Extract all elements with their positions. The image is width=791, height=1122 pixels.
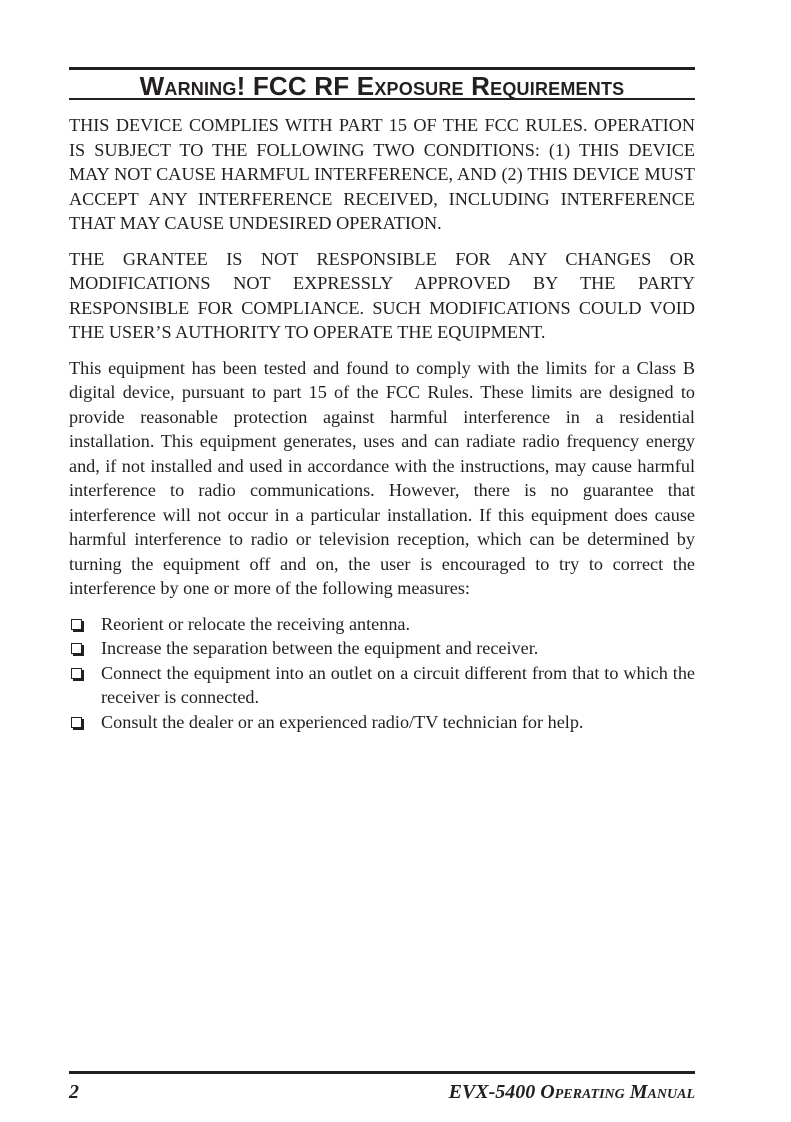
measure-text: Increase the separation between the equipment and receiver. [101,638,539,658]
list-item [69,710,695,735]
checkbox-bullet-icon [71,668,82,679]
manual-title: EVX-5400 Operating Manual [448,1081,695,1103]
page-footer [69,1071,695,1104]
measure-text: Reorient or relocate the receiving antenna. [101,613,411,634]
checkbox-bullet-icon [71,643,82,654]
list-item [69,661,695,710]
checkbox-bullet-icon [71,619,82,630]
page-title: Warning! FCC RF Exposure Requirements [139,71,625,101]
grantee-responsibility-paragraph: THE GRANTEE IS NOT RESPONSIBLE FOR ANY CHANGES OR MODIFICATIONS NOT EXPRESSLY APPROVED BY THE PARTY RESPONSIBLE FOR COMPLIANCE. SUCH MODIFICATIONS COULD VOID THE USER’S AUTHORITY TO OPERATE THE EQUIPMENT. [69,248,695,342]
fcc-compliance-paragraph: THIS DEVICE COMPLIES WITH PART 15 OF THE FCC RULES. OPERATION IS SUBJECT TO THE FOLLOWING TWO CONDITIONS: (1) THIS DEVICE MAY NOT CAUSE HARMFUL INTERFERENCE, AND (2) THIS DEVICE MUST ACCEPT ANY INTERFERENCE RECEIVED, INCLUDING INTERFERENCE THAT MAY CAUSE UNDESIRED OPERATION. [69,115,695,233]
measure-text: Connect the equipment into an outlet on a circuit different from that to which the receiver is connected. [101,662,695,707]
page-number: 2 [69,1081,79,1103]
list-item [69,612,695,637]
checkbox-bullet-icon [71,717,82,728]
main-content [69,113,695,734]
measure-text: Consult the dealer or an experienced radio/TV technician for help. [101,711,584,732]
class-b-paragraph: This equipment has been tested and found to comply with the limits for a Class B digital device, pursuant to part 15 of the FCC Rules. These limits are designed to provide reasonable protection against harmful interference in a residential installation. This equipment generates, uses and can radiate radio frequency energy and, if not installed and used in accordance with the instructions, may cause harmful interference to radio communications. However, there is no guarantee that interference will not occur in a particular installation. If this equipment does cause harmful interference to radio or television reception, which can be determined by turning the equipment off and on, the user is encouraged to try to correct the interference by one or more of the following measures: [69,357,695,598]
list-item [69,636,695,661]
measures-list [69,612,695,735]
section-title-bar [69,67,695,100]
